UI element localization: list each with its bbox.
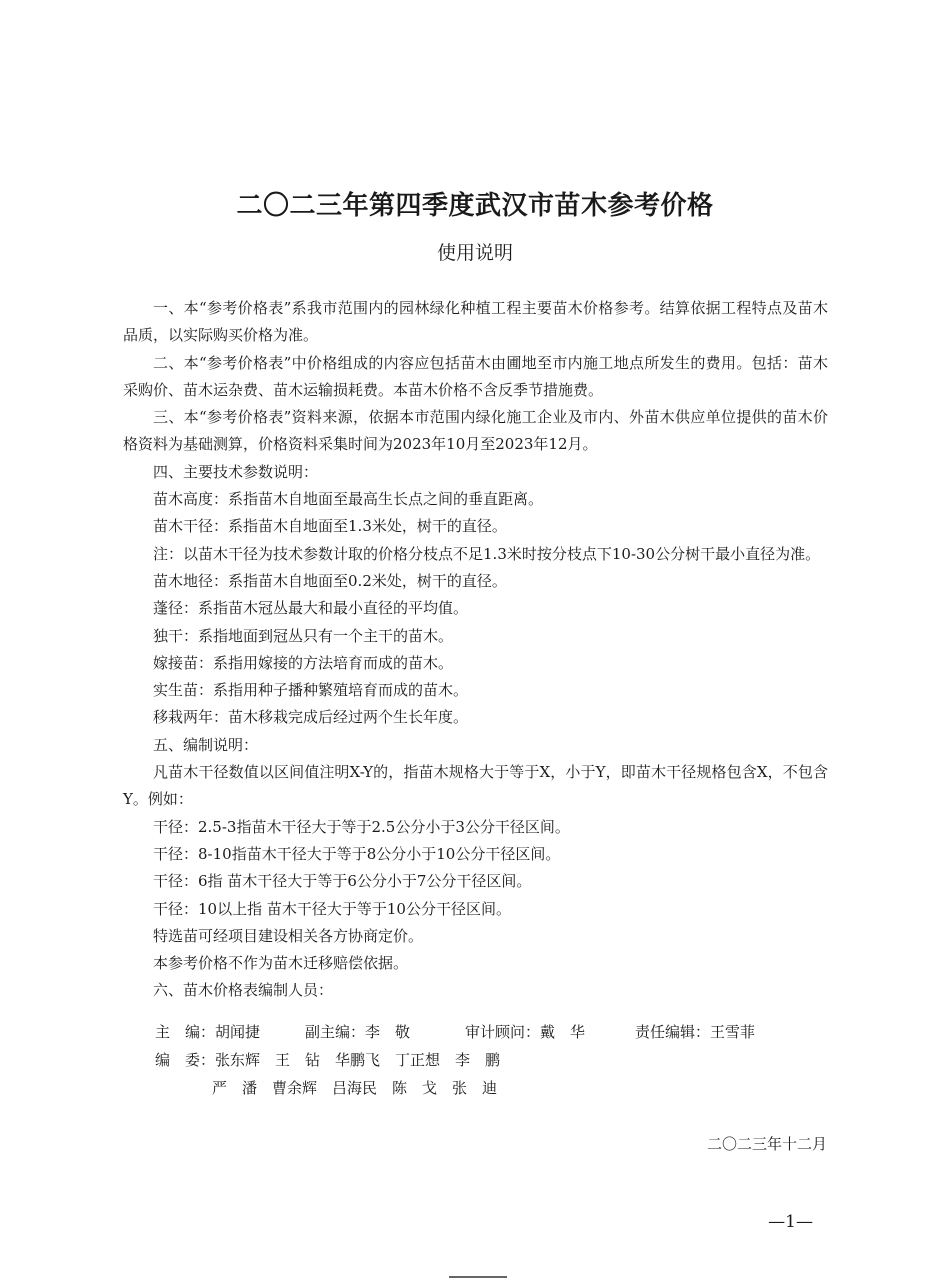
committee-line-2: 严 潘 曹余辉 吕海民 陈 戈 张 迪 xyxy=(212,1079,498,1097)
compensation-note: 本参考价格不作为苗木迁移赔偿依据。 xyxy=(153,954,409,973)
page-number: —1— xyxy=(768,1212,813,1232)
document-date: 二〇二三年十二月 xyxy=(706,1135,827,1153)
example-3: 干径：6指 苗木干径大于等于6公分小于7公分干径区间。 xyxy=(153,872,532,891)
document-body xyxy=(123,295,828,1005)
committee-line-1: 编 委：张东辉 王 钻 华鹏飞 丁正想 李 鹏 xyxy=(155,1051,501,1069)
definition-crown-diameter: 蓬径：系指苗木冠丛最大和最小直径的平均值。 xyxy=(153,599,469,618)
example-1: 干径：2.5-3指苗木干径大于等于2.5公分小于3公分干径区间。 xyxy=(153,817,570,836)
staff-row-committee-1 xyxy=(155,1046,835,1074)
document-subtitle: 使用说明 xyxy=(436,242,513,264)
deputy-editor: 副主编：李 敬 xyxy=(305,1023,411,1041)
audit-advisor: 审计顾问：戴 华 xyxy=(465,1023,586,1041)
note-branch-point: 注：以苗木干径为技术参数计取的价格分枝点不足1.3米时按分枝点下10-30公分树干最小直径为准。 xyxy=(153,544,821,563)
example-2: 干径：8-10指苗木干径大于等于8公分小于10公分干径区间。 xyxy=(153,844,561,863)
range-explanation: 凡苗木干径数值以区间值注明X-Y的，指苗木规格大于等于X，小于Y，即苗木干径规格包含X，不包含Y。例如： xyxy=(123,763,828,809)
document-title: 二〇二三年第四季度武汉市苗木参考价格 xyxy=(236,191,714,221)
section-heading-6: 六、苗木价格表编制人员： xyxy=(153,981,334,1000)
definition-seedling: 实生苗：系指用种子播种繁殖培育而成的苗木。 xyxy=(153,681,469,700)
definition-ground-diameter: 苗木地径：系指苗木自地面至0.2米处，树干的直径。 xyxy=(153,571,507,590)
staff-list xyxy=(155,1018,835,1102)
responsible-editor: 责任编辑：王雪菲 xyxy=(635,1023,756,1041)
paragraph-2: 二、本“参考价格表”中价格组成的内容应包括苗木由圃地至市内施工地点所发生的费用。包括：苗木采购价、苗木运杂费、苗木运输损耗费。本苗木价格不含反季节措施费。 xyxy=(123,353,828,399)
staff-row-committee-2 xyxy=(155,1074,835,1102)
paragraph-3: 三、本“参考价格表”资料来源，依据本市范围内绿化施工企业及市内、外苗木供应单位提供的苗木价格资料为基础测算，价格资料采集时间为2023年10月至2023年12月。 xyxy=(123,408,828,454)
section-heading-5: 五、编制说明： xyxy=(153,735,259,754)
definition-single-trunk: 独干：系指地面到冠丛只有一个主干的苗木。 xyxy=(153,626,454,645)
paragraph-1: 一、本“参考价格表”系我市范围内的园林绿化种植工程主要苗木价格参考。结算依据工程特点及苗木品质，以实际购买价格为准。 xyxy=(123,299,828,345)
section-heading-4: 四、主要技术参数说明： xyxy=(153,462,319,481)
example-4: 干径：10以上指 苗木干径大于等于10公分干径区间。 xyxy=(153,899,511,918)
special-seedling-note: 特选苗可经项目建设相关各方协商定价。 xyxy=(153,926,424,945)
definition-grafted: 嫁接苗：系指用嫁接的方法培育而成的苗木。 xyxy=(153,653,454,672)
bottom-divider xyxy=(449,1276,507,1278)
chief-editor: 主 编：胡闻捷 xyxy=(155,1023,261,1041)
definition-height: 苗木高度：系指苗木自地面至最高生长点之间的垂直距离。 xyxy=(153,490,544,509)
definition-transplant: 移栽两年：苗木移栽完成后经过两个生长年度。 xyxy=(153,708,469,727)
staff-row-editors xyxy=(155,1018,835,1046)
definition-trunk-diameter: 苗木干径：系指苗木自地面至1.3米处，树干的直径。 xyxy=(153,517,507,536)
